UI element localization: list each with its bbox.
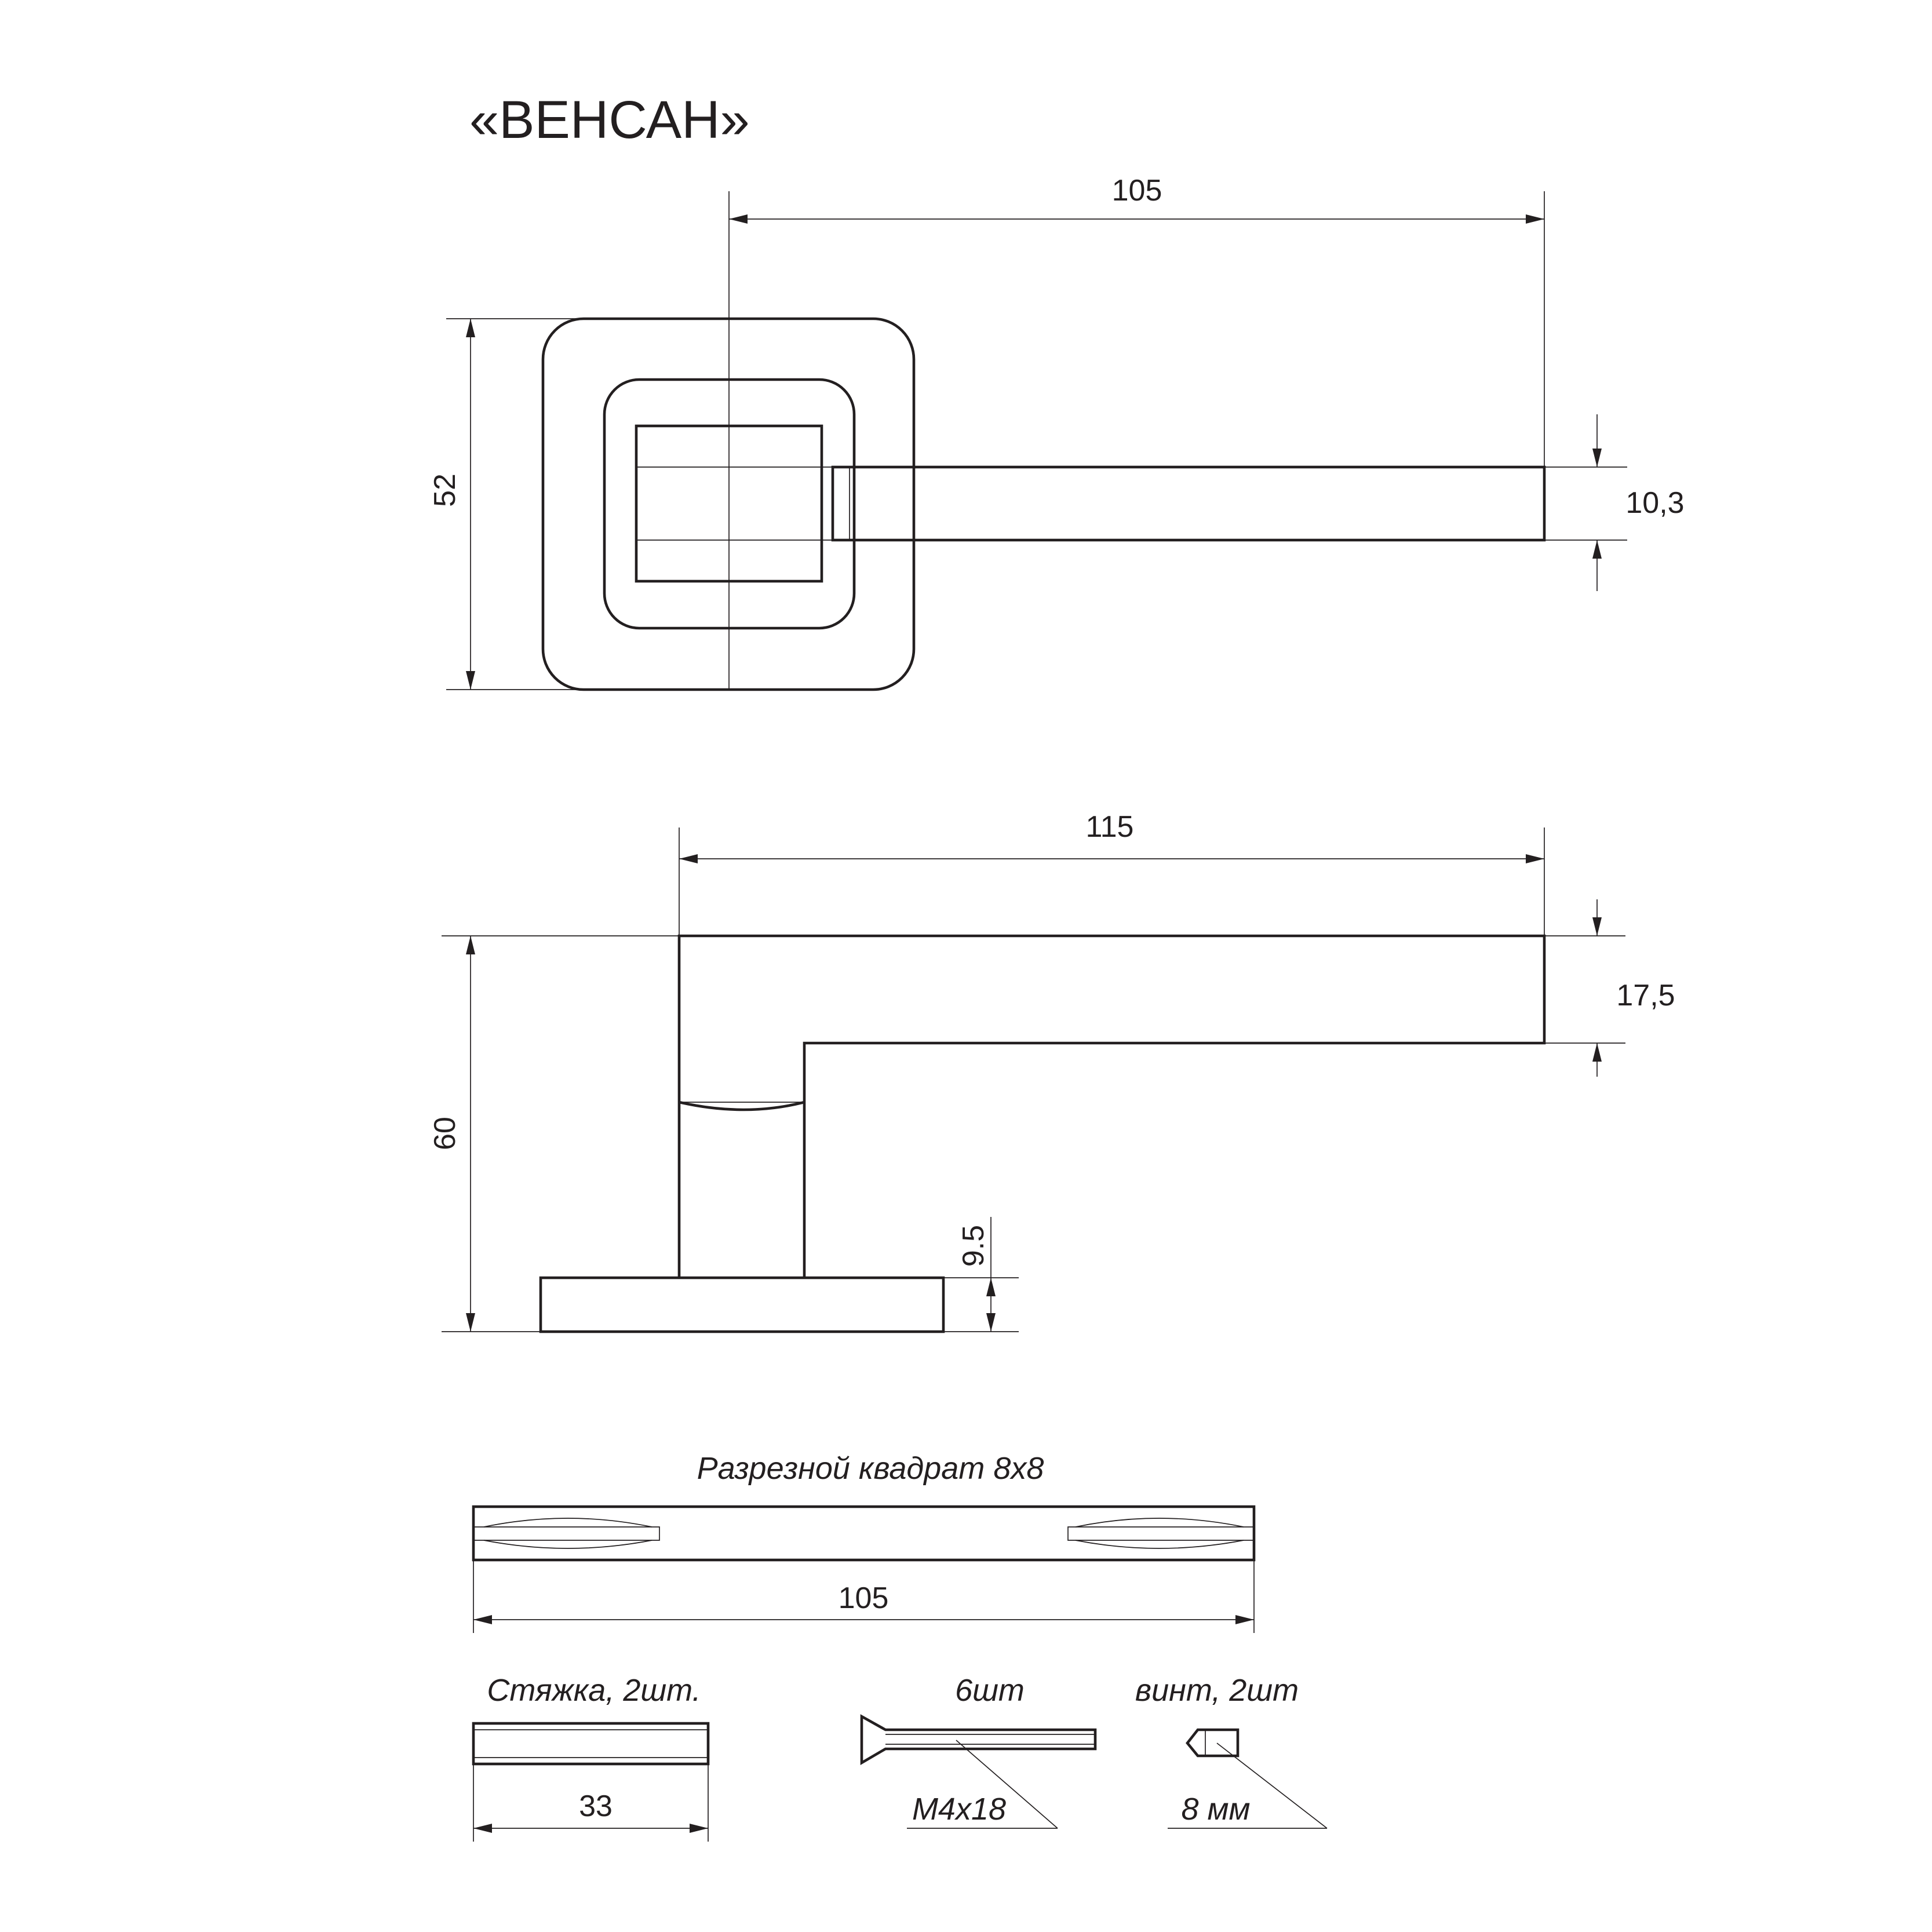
dimension-length-side xyxy=(679,810,1544,863)
side-view xyxy=(428,810,1675,1332)
rose-base xyxy=(541,1278,943,1332)
dimension-label: 105 xyxy=(838,1581,889,1615)
tie-label: Стяжка, 2шт. xyxy=(487,1673,701,1708)
set-screw-part xyxy=(1135,1673,1327,1828)
spindle-part xyxy=(473,1451,1254,1633)
product-title: «ВЕНСАН» xyxy=(469,90,750,150)
neck-groove xyxy=(679,1102,804,1110)
dimension-label: 10,3 xyxy=(1625,486,1685,520)
dimension-label: 9.5 xyxy=(957,1224,990,1267)
set-screw-size: 8 мм xyxy=(1181,1792,1251,1827)
rose-outer xyxy=(543,319,914,690)
lever-profile xyxy=(679,936,1544,1278)
screw-label: 6шт xyxy=(955,1673,1025,1708)
dimension-label: 115 xyxy=(1085,810,1134,844)
screw-body xyxy=(862,1716,1095,1763)
spindle-label: Разрезной квадрат 8х8 xyxy=(697,1451,1044,1486)
set-screw-body xyxy=(1187,1730,1238,1756)
dimension-rose-height xyxy=(428,319,579,690)
dimension-label: 17,5 xyxy=(1616,979,1675,1012)
spindle-bar xyxy=(473,1507,1254,1560)
lever-top xyxy=(833,467,1544,540)
dimension-lever-thickness xyxy=(1544,899,1675,1077)
dimension-label: 52 xyxy=(428,473,462,507)
dimension-label: 33 xyxy=(579,1789,613,1823)
dimension-total-height xyxy=(428,936,679,1332)
set-screw-label: винт, 2шт xyxy=(1135,1673,1299,1708)
dimension-label: 60 xyxy=(428,1117,462,1150)
screw-size: М4х18 xyxy=(912,1792,1007,1827)
screw-part xyxy=(862,1673,1095,1828)
dimension-lever-width xyxy=(1544,414,1685,591)
dimension-length-top xyxy=(729,174,1544,224)
top-view xyxy=(428,174,1685,690)
dimension-rose-thickness xyxy=(943,1217,1019,1332)
tie-part xyxy=(473,1673,708,1842)
dimension-label: 105 xyxy=(1111,174,1162,207)
